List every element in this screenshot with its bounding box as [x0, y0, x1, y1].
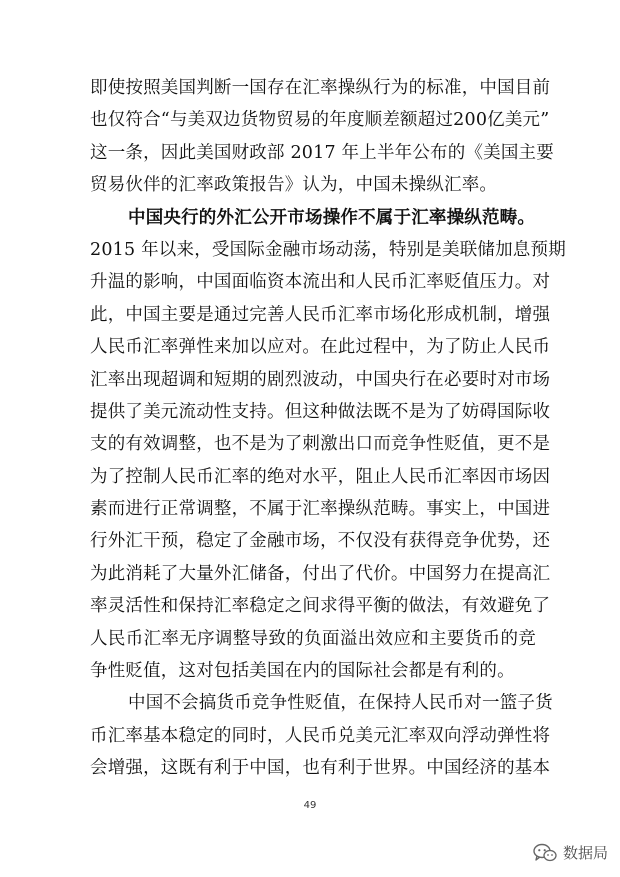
text-line: 币汇率基本稳定的同时，人民币兑美元汇率双向浮动弹性将 — [90, 725, 551, 746]
text-line: 支的有效调整，也不是为了刺激出口而竞争性贬值，更不是 — [90, 434, 551, 455]
text-line: 人民币汇率无序调整导致的负面溢出效应和主要货币的竞 — [90, 628, 536, 649]
watermark — [533, 842, 608, 863]
paragraph-3 — [90, 687, 553, 784]
text-line: 为此消耗了大量外汇储备，付出了代价。中国努力在提高汇 — [90, 563, 551, 584]
bold-lead-sentence: 中国央行的外汇公开市场操作不属于汇率操纵范畴。 — [128, 207, 536, 228]
text-line: 为了控制人民币汇率的绝对水平，阻止人民币汇率因市场因 — [90, 466, 551, 487]
text-line: 提供了美元流动性支持。但这种做法既不是为了妨碍国际收 — [90, 401, 551, 422]
text-line: 会增强，这既有利于中国，也有利于世界。中国经济的基本 — [90, 758, 551, 779]
text-line: 也仅符合“与美双边货物贸易的年度顺差额超过200亿美元” — [90, 110, 550, 131]
text-line: 升温的影响，中国面临资本流出和人民币汇率贬值压力。对 — [90, 272, 551, 293]
text-line: 中国不会搞货币竞争性贬值，在保持人民币对一篮子货 — [128, 693, 553, 714]
page-number: 49 — [303, 800, 317, 811]
body-text — [90, 72, 566, 785]
wechat-icon — [533, 843, 557, 863]
text-line: 人民币汇率弹性来加以应对。在此过程中，为了防止人民币 — [90, 337, 551, 358]
paragraph-1 — [90, 72, 554, 202]
text-line: 这一条，因此美国财政部 2017 年上半年公布的《美国主要 — [90, 142, 554, 163]
text-line: 行外汇干预，稳定了金融市场，不仅没有获得竞争优势，还 — [90, 531, 551, 552]
text-line: 率灵活性和保持汇率稳定之间求得平衡的做法，有效避免了 — [90, 596, 551, 617]
text-line: 即使按照美国判断一国存在汇率操纵行为的标准，中国目前 — [90, 78, 551, 98]
text-line: 素而进行正常调整，不属于汇率操纵范畴。事实上，中国进 — [90, 499, 551, 520]
paragraph-2 — [90, 202, 566, 688]
text-line: 贸易伙伴的汇率政策报告》认为，中国未操纵汇率。 — [90, 175, 498, 196]
text-line: 汇率出现超调和短期的剧烈波动，中国央行在必要时对市场 — [90, 369, 551, 390]
watermark-text: 数据局 — [562, 844, 608, 862]
text-line: 2015 年以来，受国际金融市场动荡，特别是美联储加息预期 — [90, 239, 566, 260]
text-line: 此，中国主要是通过完善人民币汇率市场化形成机制，增强 — [90, 304, 551, 325]
text-line: 争性贬值，这对包括美国在内的国际社会都是有利的。 — [90, 661, 515, 682]
